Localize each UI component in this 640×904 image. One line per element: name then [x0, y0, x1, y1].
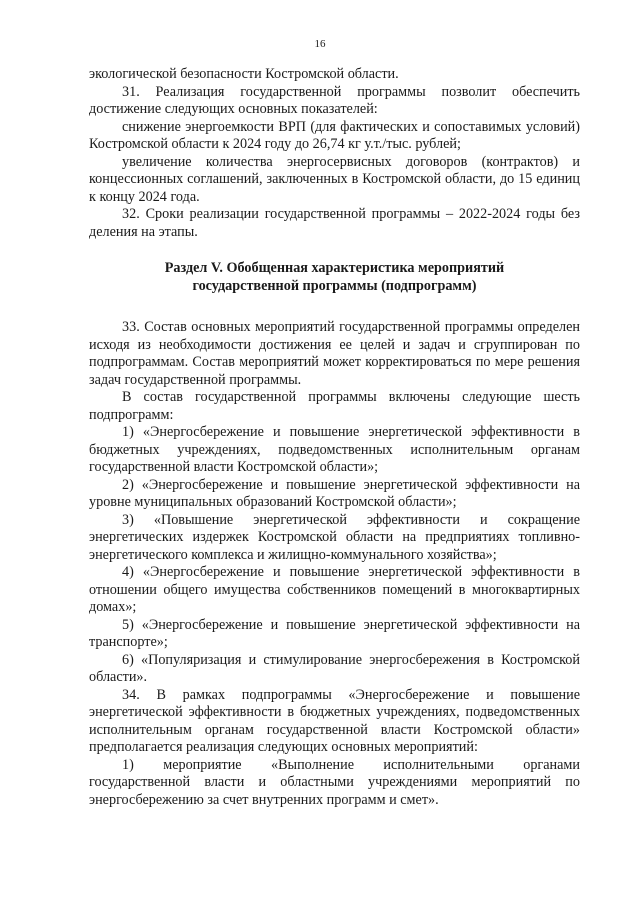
paragraph-34: 34. В рамках подпрограммы «Энергосбережение и повышение энергетической эффективности в бюджетных учреждениях, подведомственных исполнительным органам государственной власти Костромской области» предполагается реализация следующих основных мероприятий:	[89, 686, 580, 755]
subprogram-6: 6) «Популяризация и стимулирование энергосбережения в Костромской области».	[89, 651, 580, 685]
section-heading	[89, 260, 580, 295]
paragraph-32: 32. Сроки реализации государственной программы – 2022-2024 годы без деления на этапы.	[89, 206, 580, 240]
page-number: 16	[314, 38, 326, 50]
paragraph-31: 31. Реализация государственной программы позволит обеспечить достижение следующих основных показателей:	[89, 83, 580, 117]
paragraph-continuation: экологической безопасности Костромской области.	[89, 66, 399, 82]
paragraph-33-intro: В состав государственной программы включены следующие шесть подпрограмм:	[89, 389, 580, 423]
section-heading-line-1: Раздел V. Обобщенная характеристика мероприятий	[164, 260, 505, 276]
subprogram-3: 3) «Повышение энергетической эффективности и сокращение энергетических издержек Костромской области на предприятиях топливно-энергетического комплекса и жилищно-коммунального хозяйства»;	[89, 511, 580, 563]
section-heading-line-2: государственной программы (подпрограмм)	[192, 277, 477, 294]
paragraph-31-indicator-2: увеличение количества энергосервисных договоров (контрактов) и концессионных соглашений, заключенных в Костромской области, до 15 единиц к концу 2024 года.	[89, 153, 580, 205]
document-body	[89, 66, 580, 809]
subprogram-1: 1) «Энергосбережение и повышение энергетической эффективности в бюджетных учреждениях, подведомственных исполнительным органам государственной власти Костромской области»;	[89, 424, 580, 475]
paragraph-33: 33. Состав основных мероприятий государственной программы определен исходя из необходимости достижения ее целей и задач и сгруппирован по подпрограммам. Состав мероприятий может корректироваться по мере решения задач государственной программы.	[89, 319, 580, 388]
paragraph-34-measure-1: 1) мероприятие «Выполнение исполнительными органами государственной власти и областными учреждениями мероприятий по энергосбережению за счет внутренних программ и смет».	[89, 756, 580, 808]
subprogram-2: 2) «Энергосбережение и повышение энергетической эффективности на уровне муниципальных образований Костромской области»;	[89, 476, 580, 510]
subprogram-5: 5) «Энергосбережение и повышение энергетической эффективности на транспорте»;	[89, 616, 580, 650]
subprogram-4: 4) «Энергосбережение и повышение энергетической эффективности в отношении общего имущества собственников помещений в многоквартирных домах»;	[89, 564, 580, 615]
paragraph-31-indicator-1: снижение энергоемкости ВРП (для фактических и сопоставимых условий) Костромской области к 2024 году до 26,74 кг у.т./тыс. рублей;	[89, 118, 580, 152]
